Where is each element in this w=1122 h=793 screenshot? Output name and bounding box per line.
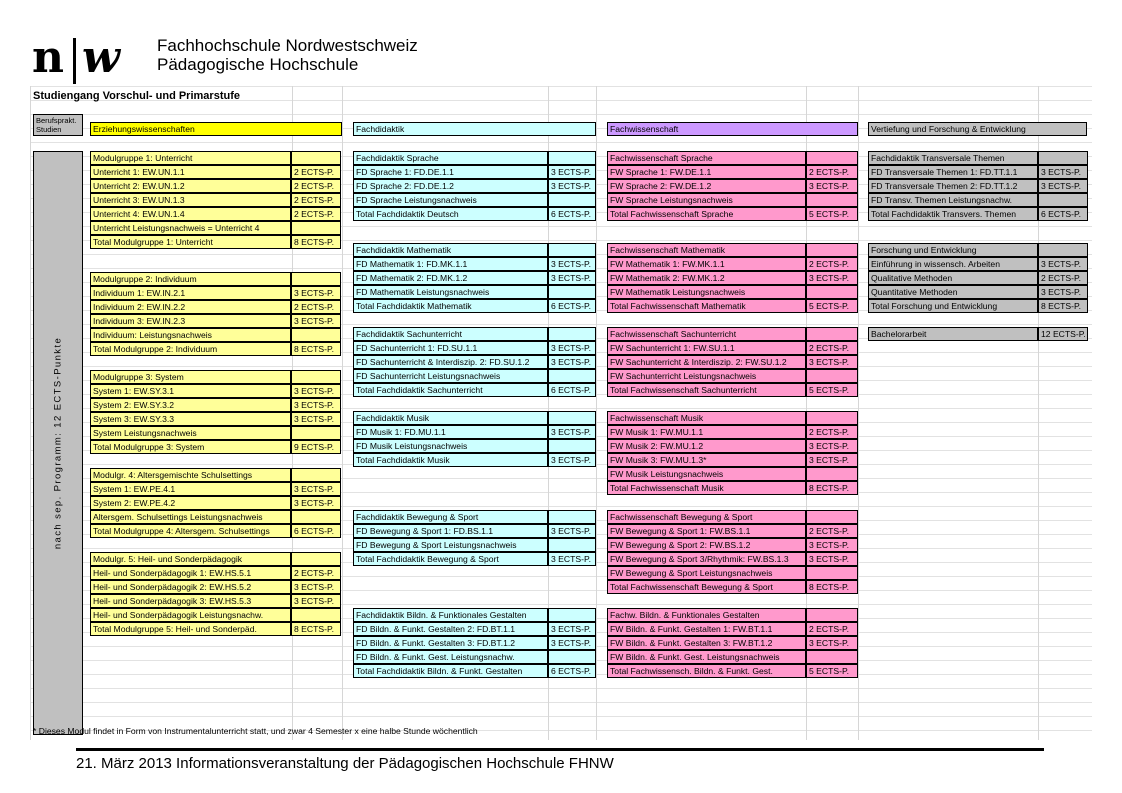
module-row-label: FD Mathematik 2: FD.MK.1.2 [353,271,548,285]
module-row-label: Altersgem. Schulsettings Leistungsnachweis [90,510,291,524]
module-row-label: FW Sachunterricht 1: FW.SU.1.1 [607,341,806,355]
module-row-ects: 3 ECTS-P. [548,622,596,636]
module-row-ects: 3 ECTS-P. [548,271,596,285]
module-row-label: FD Transversale Themen 1: FD.TT.1.1 [868,165,1038,179]
module-total-ects: 5 ECTS-P. [806,383,858,397]
module-row-ects: 3 ECTS-P. [548,425,596,439]
module-row-ects: 3 ECTS-P. [291,594,341,608]
module-block-title-spacer [806,608,858,622]
module-row-ects [291,608,341,622]
module-row-label: FD Sprache Leistungsnachweis [353,193,548,207]
module-row-label: Heil- und Sonderpädagogik 2: EW.HS.5.2 [90,580,291,594]
module-total-ects: 8 ECTS-P. [806,481,858,495]
module-block-title: Fachdidaktik Sachunterricht [353,327,548,341]
module-block-title-spacer [1038,243,1088,257]
module-row-ects: 2 ECTS-P. [291,193,341,207]
module-row-ects [548,650,596,664]
module-row-label: System 3: EW.SY.3.3 [90,412,291,426]
module-row-label: FW Sachunterricht Leistungsnachweis [607,369,806,383]
module-total-ects: 3 ECTS-P. [548,453,596,467]
module-row-ects: 3 ECTS-P. [548,355,596,369]
module-row-ects: 2 ECTS-P. [806,425,858,439]
module-block-title: Fachwissenschaft Bewegung & Sport [607,510,806,524]
module-row-ects: 2 ECTS-P. [291,566,341,580]
module-total-ects: 6 ECTS-P. [548,383,596,397]
column-header-vf: Vertiefung und Forschung & Entwicklung [868,122,1087,136]
module-row-label: FD Transv. Themen Leistungsnachw. [868,193,1038,207]
module-row-label: FW Mathematik 2: FW.MK.1.2 [607,271,806,285]
module-block-title-spacer [548,411,596,425]
berufspraxis-cell: Berufsprakt. Studien [33,114,83,136]
module-total-label: Total Modulgruppe 5: Heil- und Sonderpäd. [90,622,291,636]
module-row-label: Individuum 3: EW.IN.2.3 [90,314,291,328]
logo-n: n [32,32,63,83]
module-row-ects [806,193,858,207]
module-row-label: Unterricht 1: EW.UN.1.1 [90,165,291,179]
module-row-ects: 3 ECTS-P. [548,257,596,271]
module-row-ects: 3 ECTS-P. [548,524,596,538]
module-row-label: FW Sachunterricht & Interdiszip. 2: FW.SU.1.2 [607,355,806,369]
module-row-label: Quantitative Methoden [868,285,1038,299]
module-row-label: Individuum 2: EW.IN.2.2 [90,300,291,314]
module-row-label: FD Bildn. & Funkt. Gest. Leistungsnachw. [353,650,548,664]
module-total-ects: 8 ECTS-P. [291,342,341,356]
module-row-ects: 2 ECTS-P. [806,341,858,355]
module-row-label: Heil- und Sonderpädagogik Leistungsnachw. [90,608,291,622]
module-row-label: FD Bewegung & Sport Leistungsnachweis [353,538,548,552]
module-row-ects: 3 ECTS-P. [806,271,858,285]
module-row-ects [806,467,858,481]
institution-name: Fachhochschule Nordwestschweiz [157,36,418,55]
module-total-ects: 6 ECTS-P. [291,524,341,538]
module-row-ects: 3 ECTS-P. [806,179,858,193]
module-total-label: Total Fachdidaktik Musik [353,453,548,467]
module-row-label: FD Musik Leistungsnachweis [353,439,548,453]
module-block-title: Fachdidaktik Transversale Themen [868,151,1038,165]
module-row-ects [548,439,596,453]
module-row-label: FD Sachunterricht & Interdiszip. 2: FD.SU.1.2 [353,355,548,369]
module-row-ects: 3 ECTS-P. [1038,285,1088,299]
module-block-title: Fachdidaktik Bewegung & Sport [353,510,548,524]
module-total-ects: 8 ECTS-P. [806,580,858,594]
module-row-ects [291,510,341,524]
module-row-ects: 2 ECTS-P. [1038,271,1088,285]
module-row-label: FW Musik 2: FW.MU.1.2 [607,439,806,453]
module-row-ects: 2 ECTS-P. [291,165,341,179]
sheet-title: Studiengang Vorschul- und Primarstufe [33,90,240,102]
module-total-ects: 6 ECTS-P. [1038,207,1088,221]
module-block-title-spacer [548,510,596,524]
module-block-title: Modulgr. 5: Heil- und Sonderpädagogik [90,552,291,566]
module-row-ects: 2 ECTS-P. [291,179,341,193]
module-row-label: FW Musik 3: FW.MU.1.3* [607,453,806,467]
module-total-label: Total Forschung und Entwicklung [868,299,1038,313]
module-block-title: Modulgr. 4: Altersgemischte Schulsettings [90,468,291,482]
module-row-label: FW Bewegung & Sport 3/Rhythmik: FW.BS.1.3 [607,552,806,566]
module-row-ects: 3 ECTS-P. [291,398,341,412]
module-row-label: FW Sprache 2: FW.DE.1.2 [607,179,806,193]
module-row-label: FW Bildn. & Funkt. Gestalten 1: FW.BT.1.1 [607,622,806,636]
module-row-ects: 3 ECTS-P. [291,314,341,328]
module-block-title-spacer [291,468,341,482]
module-row-label: Unterricht 2: EW.UN.1.2 [90,179,291,193]
module-total-label: Total Modulgruppe 4: Altersgem. Schulsettings [90,524,291,538]
module-row-label: Heil- und Sonderpädagogik 1: EW.HS.5.1 [90,566,291,580]
module-row-label: FD Musik 1: FD.MU.1.1 [353,425,548,439]
module-row-ects: 3 ECTS-P. [548,179,596,193]
module-row-label: Individuum 1: EW.IN.2.1 [90,286,291,300]
module-total-label: Total Fachdidaktik Transvers. Themen [868,207,1038,221]
module-block-title-spacer [806,243,858,257]
module-row-label: System 1: EW.PE.4.1 [90,482,291,496]
module-row-ects: 3 ECTS-P. [806,355,858,369]
module-row-ects: 3 ECTS-P. [806,636,858,650]
module-row-ects: 2 ECTS-P. [806,257,858,271]
module-row-ects [548,538,596,552]
module-block-title: Fachw. Bildn. & Funktionales Gestalten [607,608,806,622]
module-block-title-spacer [291,370,341,384]
module-total-ects: 6 ECTS-P. [548,299,596,313]
module-row-label: FD Mathematik Leistungsnachweis [353,285,548,299]
module-row-ects [806,285,858,299]
module-total-label: Total Fachwissenschaft Musik [607,481,806,495]
module-row-ects: 3 ECTS-P. [1038,165,1088,179]
module-total-ects: 6 ECTS-P. [548,664,596,678]
module-row-label: System 1: EW.SY.3.1 [90,384,291,398]
module-block-title: Modulgruppe 3: System [90,370,291,384]
module-total-ects: 8 ECTS-P. [1038,299,1088,313]
footer-rule [76,748,1044,751]
module-row-label: Heil- und Sonderpädagogik 3: EW.HS.5.3 [90,594,291,608]
module-total-label: Total Modulgruppe 2: Individuum [90,342,291,356]
module-block-title: Bachelorarbeit [868,327,1038,341]
module-block-title-spacer [548,243,596,257]
module-block-title-spacer [291,151,341,165]
module-block-title: Fachdidaktik Sprache [353,151,548,165]
module-block-title-spacer [806,151,858,165]
module-row-label: Unterricht 3: EW.UN.1.3 [90,193,291,207]
module-total-label: Total Fachwissenschaft Bewegung & Sport [607,580,806,594]
module-total-label: Total Fachwissensch. Bildn. & Funkt. Gest. [607,664,806,678]
module-block-title: Fachdidaktik Musik [353,411,548,425]
module-total-label: Total Modulgruppe 3: System [90,440,291,454]
module-row-label: System 2: EW.PE.4.2 [90,496,291,510]
module-total-ects: 8 ECTS-P. [291,622,341,636]
module-total-label: Total Fachdidaktik Bildn. & Funkt. Gestalten [353,664,548,678]
footnote: * Dieses Modul findet in Form von Instrumentalunterricht statt, und zwar 4 Semester x eine halbe Stunde wöchentlich [33,726,478,736]
module-total-label: Total Fachwissenschaft Sachunterricht [607,383,806,397]
column-header-fw: Fachwissenschaft [607,122,858,136]
module-total-label: Total Fachdidaktik Deutsch [353,207,548,221]
module-row-ects [1038,193,1088,207]
module-total-ects: 8 ECTS-P. [291,235,341,249]
module-row-ects [291,221,341,235]
module-row-label: FD Sprache 2: FD.DE.1.2 [353,179,548,193]
module-block-title: Forschung und Entwicklung [868,243,1038,257]
module-total-ects: 3 ECTS-P. [548,552,596,566]
module-total-label: Total Fachdidaktik Sachunterricht [353,383,548,397]
module-row-label: System Leistungsnachweis [90,426,291,440]
module-block-title: Fachdidaktik Bildn. & Funktionales Gestalten [353,608,548,622]
module-row-label: Einführung in wissensch. Arbeiten [868,257,1038,271]
module-block-title-spacer [1038,151,1088,165]
module-row-label: Unterricht 4: EW.UN.1.4 [90,207,291,221]
column-header-fd: Fachdidaktik [353,122,596,136]
module-row-label: FW Sprache Leistungsnachweis [607,193,806,207]
module-row-label: FD Transversale Themen 2: FD.TT.1.2 [868,179,1038,193]
module-row-label: FD Bildn. & Funkt. Gestalten 3: FD.BT.1.2 [353,636,548,650]
module-row-label: FW Bewegung & Sport 2: FW.BS.1.2 [607,538,806,552]
module-row-label: FD Mathematik 1: FD.MK.1.1 [353,257,548,271]
module-block-title: Fachwissenschaft Sachunterricht [607,327,806,341]
module-row-ects: 3 ECTS-P. [806,552,858,566]
module-row-ects: 2 ECTS-P. [291,207,341,221]
module-block-title-spacer [291,552,341,566]
module-block-ects: 12 ECTS-P. [1038,327,1088,341]
module-row-label: FW Musik 1: FW.MU.1.1 [607,425,806,439]
module-row-ects: 3 ECTS-P. [291,482,341,496]
column-header-ew: Erziehungswissenschaften [90,122,342,136]
module-block-title-spacer [548,608,596,622]
module-row-ects: 3 ECTS-P. [291,384,341,398]
module-total-ects: 6 ECTS-P. [548,207,596,221]
module-total-label: Total Fachdidaktik Mathematik [353,299,548,313]
module-row-label: FW Mathematik Leistungsnachweis [607,285,806,299]
module-row-ects: 3 ECTS-P. [806,538,858,552]
module-block-title: Modulgruppe 2: Individuum [90,272,291,286]
module-row-ects [806,369,858,383]
module-row-label: FW Bildn. & Funkt. Gestalten 3: FW.BT.1.2 [607,636,806,650]
module-row-label: FD Sachunterricht Leistungsnachweis [353,369,548,383]
module-row-ects: 2 ECTS-P. [806,622,858,636]
module-row-ects: 3 ECTS-P. [1038,179,1088,193]
module-total-label: Total Modulgruppe 1: Unterricht [90,235,291,249]
module-row-ects: 2 ECTS-P. [806,165,858,179]
module-row-label: Unterricht Leistungsnachweis = Unterricht 4 [90,221,291,235]
module-row-label: FW Bildn. & Funkt. Gest. Leistungsnachweis [607,650,806,664]
fhnw-logo [32,34,172,86]
logo-bar [73,38,76,84]
module-block-title: Fachwissenschaft Sprache [607,151,806,165]
module-row-ects: 3 ECTS-P. [291,286,341,300]
module-block-title: Modulgruppe 1: Unterricht [90,151,291,165]
module-row-ects [291,426,341,440]
module-row-label: Individuum: Leistungsnachweis [90,328,291,342]
module-total-ects: 5 ECTS-P. [806,299,858,313]
side-label [33,151,83,735]
module-block-title-spacer [806,411,858,425]
module-row-ects: 3 ECTS-P. [548,341,596,355]
module-row-label: FD Sprache 1: FD.DE.1.1 [353,165,548,179]
module-row-ects: 3 ECTS-P. [806,439,858,453]
module-block-title-spacer [806,510,858,524]
module-row-label: System 2: EW.SY.3.2 [90,398,291,412]
module-row-label: FW Bewegung & Sport 1: FW.BS.1.1 [607,524,806,538]
module-row-label: FW Sprache 1: FW.DE.1.1 [607,165,806,179]
module-row-ects [548,369,596,383]
module-row-ects: 3 ECTS-P. [806,453,858,467]
side-label-text: nach sep. Programm: 12 ECTS-Punkte [52,336,64,550]
module-block-title-spacer [291,272,341,286]
module-row-ects [806,650,858,664]
module-row-ects: 3 ECTS-P. [291,580,341,594]
module-total-label: Total Fachwissenschaft Mathematik [607,299,806,313]
module-row-ects [806,566,858,580]
module-total-ects: 9 ECTS-P. [291,440,341,454]
footer-text: 21. März 2013 Informationsveranstaltung der Pädagogischen Hochschule FHNW [76,755,614,772]
module-block-title-spacer [548,327,596,341]
module-row-label: FD Bildn. & Funkt. Gestalten 2: FD.BT.1.1 [353,622,548,636]
module-row-label: FD Bewegung & Sport 1: FD.BS.1.1 [353,524,548,538]
module-total-ects: 5 ECTS-P. [806,664,858,678]
module-row-ects: 2 ECTS-P. [806,524,858,538]
module-total-ects: 5 ECTS-P. [806,207,858,221]
module-row-label: FW Musik Leistungsnachweis [607,467,806,481]
module-row-label: FW Bewegung & Sport Leistungsnachweis [607,566,806,580]
module-row-ects [291,328,341,342]
module-row-ects [548,285,596,299]
module-block-title-spacer [548,151,596,165]
module-total-label: Total Fachdidaktik Bewegung & Sport [353,552,548,566]
institution-subname: Pädagogische Hochschule [157,55,359,74]
module-total-label: Total Fachwissenschaft Sprache [607,207,806,221]
module-block-title: Fachdidaktik Mathematik [353,243,548,257]
module-row-ects: 3 ECTS-P. [291,496,341,510]
module-row-ects: 2 ECTS-P. [291,300,341,314]
module-block-title: Fachwissenschaft Musik [607,411,806,425]
module-row-ects: 3 ECTS-P. [548,165,596,179]
module-row-ects: 3 ECTS-P. [548,636,596,650]
module-row-ects: 3 ECTS-P. [291,412,341,426]
module-block-title-spacer [806,327,858,341]
module-row-ects [548,193,596,207]
logo-w: w [82,32,120,83]
module-row-label: Qualitative Methoden [868,271,1038,285]
module-block-title: Fachwissenschaft Mathematik [607,243,806,257]
module-row-label: FD Sachunterricht 1: FD.SU.1.1 [353,341,548,355]
module-row-label: FW Mathematik 1: FW.MK.1.1 [607,257,806,271]
module-row-ects: 3 ECTS-P. [1038,257,1088,271]
